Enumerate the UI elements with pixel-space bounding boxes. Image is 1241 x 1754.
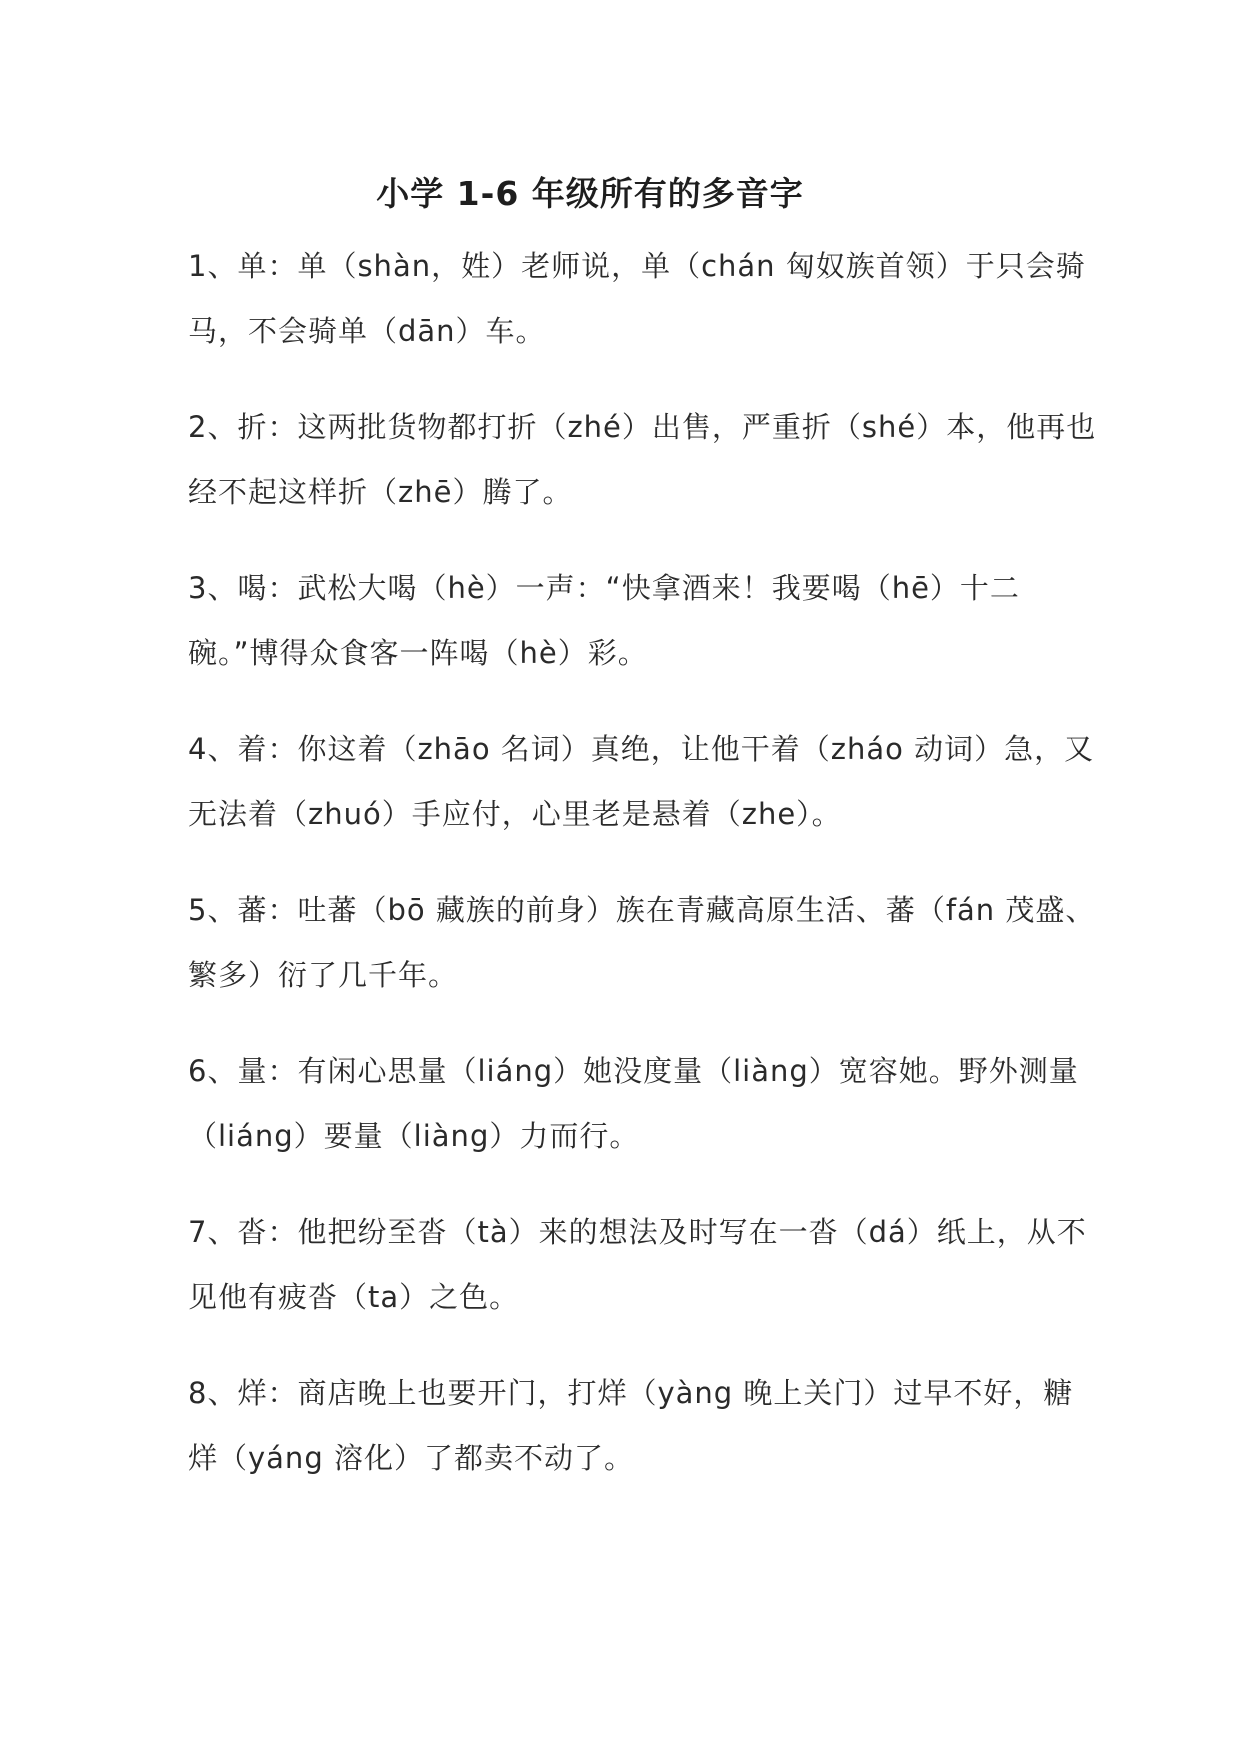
entry-line: 繁多）衍了几千年。 <box>188 958 459 992</box>
entry-5 <box>188 878 1096 1008</box>
entry-line: 8、烊：商店晚上也要开门，打烊（yàng 晚上关门）过早不好，糖 <box>188 1376 1074 1410</box>
entry-8 <box>188 1361 1074 1491</box>
entry-6 <box>188 1039 1079 1169</box>
entry-2 <box>188 395 1097 525</box>
entry-line: 7、沓：他把纷至沓（tà）来的想法及时写在一沓（dá）纸上，从不 <box>188 1215 1087 1249</box>
entry-4 <box>188 717 1095 847</box>
entry-line: （liáng）要量（liàng）力而行。 <box>188 1119 640 1153</box>
entry-line: 2、折：这两批货物都打折（zhé）出售，严重折（shé）本，他再也 <box>188 410 1097 444</box>
entry-line: 见他有疲沓（ta）之色。 <box>188 1280 520 1314</box>
entry-line: 马，不会骑单（dān）车。 <box>188 314 546 348</box>
entry-line: 3、喝：武松大喝（hè）一声：“快拿酒来！我要喝（hē）十二 <box>188 571 1020 605</box>
entry-7 <box>188 1200 1087 1330</box>
entry-line: 1、单：单（shàn，姓）老师说，单（chán 匈奴族首领）于只会骑 <box>188 249 1086 283</box>
entry-line: 无法着（zhuó）手应付，心里老是悬着（zhe）。 <box>188 797 842 831</box>
entry-line: 碗。”博得众食客一阵喝（hè）彩。 <box>188 636 648 670</box>
entry-1 <box>188 234 1086 364</box>
page-title: 小学 1-6 年级所有的多音字 <box>376 174 804 213</box>
entry-line: 经不起这样折（zhē）腾了。 <box>188 475 573 509</box>
entry-line: 4、着：你这着（zhāo 名词）真绝，让他干着（zháo 动词）急，又 <box>188 732 1095 766</box>
entry-line: 5、蕃：吐蕃（bō 藏族的前身）族在青藏高原生活、蕃（fán 茂盛、 <box>188 893 1096 927</box>
entry-3 <box>188 556 1068 686</box>
entry-line: 6、量：有闲心思量（liáng）她没度量（liàng）宽容她。野外测量 <box>188 1054 1079 1088</box>
entry-line: 烊（yáng 溶化）了都卖不动了。 <box>188 1441 634 1475</box>
